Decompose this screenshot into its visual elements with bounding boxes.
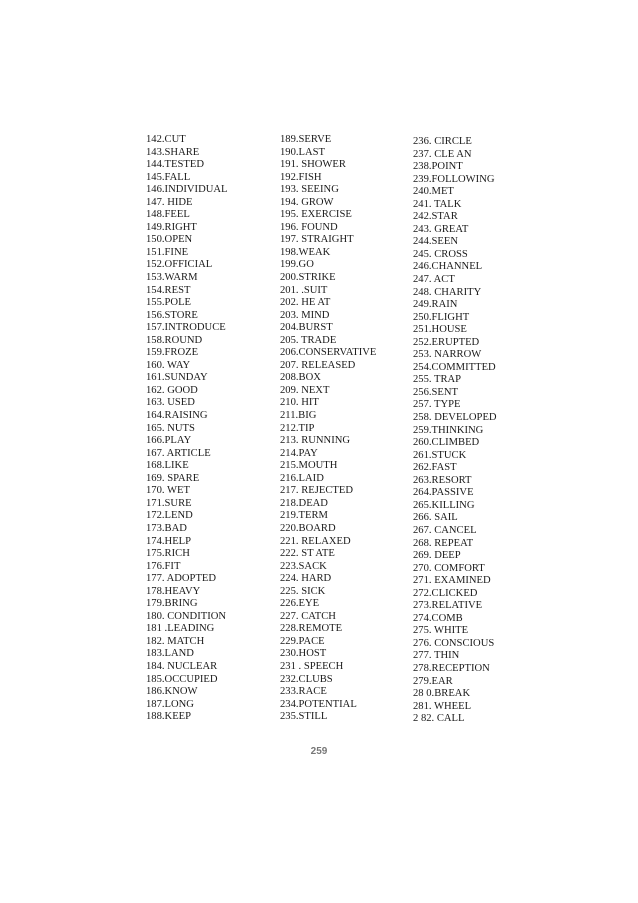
list-item: 264.PASSIVE xyxy=(413,487,474,499)
list-item: 266. SAIL xyxy=(413,512,458,524)
list-item: 213. RUNNING xyxy=(280,435,351,447)
list-item: 198.WEAK xyxy=(280,246,331,258)
list-item: 215.MOUTH xyxy=(280,460,338,472)
list-item: 271. EXAMINED xyxy=(413,575,491,587)
list-item: 197. STRAIGHT xyxy=(280,234,354,246)
list-item: 254.COMMITTED xyxy=(413,361,496,373)
list-item: 169. SPARE xyxy=(146,472,200,484)
list-item: 278.RECEPTION xyxy=(413,662,490,674)
list-item: 183.LAND xyxy=(146,648,194,660)
list-item: 161.SUNDAY xyxy=(146,372,208,384)
word-column-3 xyxy=(413,136,497,726)
list-item: 258. DEVELOPED xyxy=(413,412,497,424)
list-item: 146.INDIVIDUAL xyxy=(146,184,228,196)
list-item: 268. REPEAT xyxy=(413,537,474,549)
list-item: 281. WHEEL xyxy=(413,700,472,712)
list-item: 194. GROW xyxy=(280,196,334,208)
list-item: 273.RELATIVE xyxy=(413,600,483,612)
list-item: 158.ROUND xyxy=(146,334,203,346)
list-item: 187.LONG xyxy=(146,698,194,710)
list-item: 234.POTENTIAL xyxy=(280,698,357,710)
list-item: 173.BAD xyxy=(146,522,187,534)
list-item: 201. .SUIT xyxy=(280,284,328,296)
list-item: 256.SENT xyxy=(413,386,459,398)
list-item: 162. GOOD xyxy=(146,384,198,396)
list-item: 257. TYPE xyxy=(413,399,461,411)
list-item: 152.OFFICIAL xyxy=(146,259,213,271)
list-item: 179.BRING xyxy=(146,598,198,610)
list-item: 244.SEEN xyxy=(413,236,459,248)
list-item: 230.HOST xyxy=(280,648,327,660)
list-item: 157.INTRODUCE xyxy=(146,322,226,334)
list-item: 163. USED xyxy=(146,397,195,409)
list-item: 170. WET xyxy=(146,485,190,497)
list-item: 178.HEAVY xyxy=(146,585,201,597)
list-item: 204.BURST xyxy=(280,322,333,334)
list-item: 223.SACK xyxy=(280,560,327,572)
list-item: 238.POINT xyxy=(413,161,463,173)
list-item: 174.HELP xyxy=(146,535,192,547)
list-item: 167. ARTICLE xyxy=(146,447,211,459)
list-item: 209. NEXT xyxy=(280,384,330,396)
list-item: 222. ST ATE xyxy=(280,548,335,560)
list-item: 193. SEEING xyxy=(280,184,339,196)
list-item: 246.CHANNEL xyxy=(413,261,483,273)
list-item: 236. CIRCLE xyxy=(413,136,472,147)
list-item: 155.POLE xyxy=(146,297,192,309)
list-item: 277. THIN xyxy=(413,650,460,662)
list-item: 176.FIT xyxy=(146,560,181,572)
list-item: 252.ERUPTED xyxy=(413,336,480,348)
list-item: 251.HOUSE xyxy=(413,324,467,336)
list-item: 184. NUCLEAR xyxy=(146,660,218,672)
list-item: 195. EXERCISE xyxy=(280,209,352,221)
list-item: 196. FOUND xyxy=(280,221,338,233)
list-item: 247. ACT xyxy=(413,274,455,286)
list-item: 225. SICK xyxy=(280,585,326,597)
list-item: 144.TESTED xyxy=(146,159,204,171)
list-item: 190.LAST xyxy=(280,146,326,158)
list-item: 232.CLUBS xyxy=(280,673,333,685)
list-item: 156.STORE xyxy=(146,309,198,321)
list-item: 237. CLE AN xyxy=(413,148,472,160)
list-item: 265.KILLING xyxy=(413,499,475,511)
list-item: 261.STUCK xyxy=(413,449,467,461)
list-item: 148.FEEL xyxy=(146,209,190,221)
list-item: 154.REST xyxy=(146,284,191,296)
list-item: 242.STAR xyxy=(413,211,458,223)
list-item: 233.RACE xyxy=(280,686,327,698)
list-item: 151.FINE xyxy=(146,246,189,258)
list-item: 267. CANCEL xyxy=(413,524,477,536)
list-item: 260.CLIMBED xyxy=(413,437,480,449)
list-item: 227. CATCH xyxy=(280,610,336,622)
list-item: 274.COMB xyxy=(413,612,463,624)
list-item: 2 82. CALL xyxy=(413,713,465,725)
list-item: 172.LEND xyxy=(146,510,193,522)
list-item: 224. HARD xyxy=(280,573,332,585)
list-item: 250.FLIGHT xyxy=(413,311,470,323)
list-item: 143.SHARE xyxy=(146,146,200,158)
page-number: 259 xyxy=(310,746,328,757)
word-column-2 xyxy=(280,134,376,724)
list-item: 159.FROZE xyxy=(146,347,199,359)
list-item: 276. CONSCIOUS xyxy=(413,637,495,649)
list-item: 270. COMFORT xyxy=(413,562,485,574)
list-item: 275. WHITE xyxy=(413,625,469,637)
list-item: 164.RAISING xyxy=(146,410,208,422)
list-item: 210. HIT xyxy=(280,397,319,409)
list-item: 191. SHOWER xyxy=(280,159,346,171)
list-item: 220.BOARD xyxy=(280,522,336,534)
list-item: 205. TRADE xyxy=(280,334,337,346)
list-item: 239.FOLLOWING xyxy=(413,173,495,185)
list-item: 255. TRAP xyxy=(413,374,462,386)
list-item: 217. REJECTED xyxy=(280,485,353,497)
list-item: 259.THINKING xyxy=(413,424,484,436)
list-item: 219.TERM xyxy=(280,510,328,522)
list-item: 147. HIDE xyxy=(146,196,193,208)
word-column-1 xyxy=(146,134,228,724)
list-item: 241. TALK xyxy=(413,198,462,210)
list-item: 142.CUT xyxy=(146,134,186,145)
list-item: 168.LIKE xyxy=(146,460,189,472)
list-item: 206.CONSERVATIVE xyxy=(280,347,377,359)
list-item: 253. NARROW xyxy=(413,349,482,361)
list-item: 150.OPEN xyxy=(146,234,193,246)
list-item: 182. MATCH xyxy=(146,635,205,647)
list-item: 216.LAID xyxy=(280,472,324,484)
list-item: 221. RELAXED xyxy=(280,535,351,547)
list-item: 211.BIG xyxy=(280,410,317,422)
list-item: 203. MIND xyxy=(280,309,330,321)
list-item: 153.WARM xyxy=(146,272,198,284)
list-item: 200.STRIKE xyxy=(280,272,336,284)
list-item: 240.MET xyxy=(413,186,454,198)
list-item: 180. CONDITION xyxy=(146,610,227,622)
list-item: 166.PLAY xyxy=(146,435,192,447)
list-item: 149.RIGHT xyxy=(146,221,197,233)
list-item: 175.RICH xyxy=(146,548,190,560)
list-item: 186.KNOW xyxy=(146,686,198,698)
list-item: 248. CHARITY xyxy=(413,286,482,298)
list-item: 243. GREAT xyxy=(413,223,469,235)
list-item: 160. WAY xyxy=(146,359,191,371)
list-item: 245. CROSS xyxy=(413,248,468,260)
list-item: 185.OCCUPIED xyxy=(146,673,218,685)
list-item: 249.RAIN xyxy=(413,299,458,311)
list-item: 229.PACE xyxy=(280,635,325,647)
list-item: 231 . SPEECH xyxy=(280,660,344,672)
list-item: 226.EYE xyxy=(280,598,320,610)
list-item: 262.FAST xyxy=(413,462,457,474)
list-item: 208.BOX xyxy=(280,372,321,384)
list-item: 207. RELEASED xyxy=(280,359,356,371)
list-item: 212.TIP xyxy=(280,422,315,434)
list-item: 202. HE AT xyxy=(280,297,331,309)
list-item: 279.EAR xyxy=(413,675,453,687)
list-item: 171.SURE xyxy=(146,497,192,509)
list-item: 28 0.BREAK xyxy=(413,688,471,700)
list-item: 269. DEEP xyxy=(413,550,461,562)
list-item: 218.DEAD xyxy=(280,497,328,509)
list-item: 177. ADOPTED xyxy=(146,573,217,585)
list-item: 181 .LEADING xyxy=(146,623,215,635)
list-item: 228.REMOTE xyxy=(280,623,343,635)
list-item: 263.RESORT xyxy=(413,474,472,486)
list-item: 192.FISH xyxy=(280,171,322,183)
list-item: 272.CLICKED xyxy=(413,587,478,599)
list-item: 235.STILL xyxy=(280,711,328,723)
list-item: 145.FALL xyxy=(146,171,191,183)
list-item: 199.GO xyxy=(280,259,314,271)
list-item: 189.SERVE xyxy=(280,134,332,145)
list-item: 188.KEEP xyxy=(146,711,192,723)
list-item: 214.PAY xyxy=(280,447,318,459)
list-item: 165. NUTS xyxy=(146,422,195,434)
